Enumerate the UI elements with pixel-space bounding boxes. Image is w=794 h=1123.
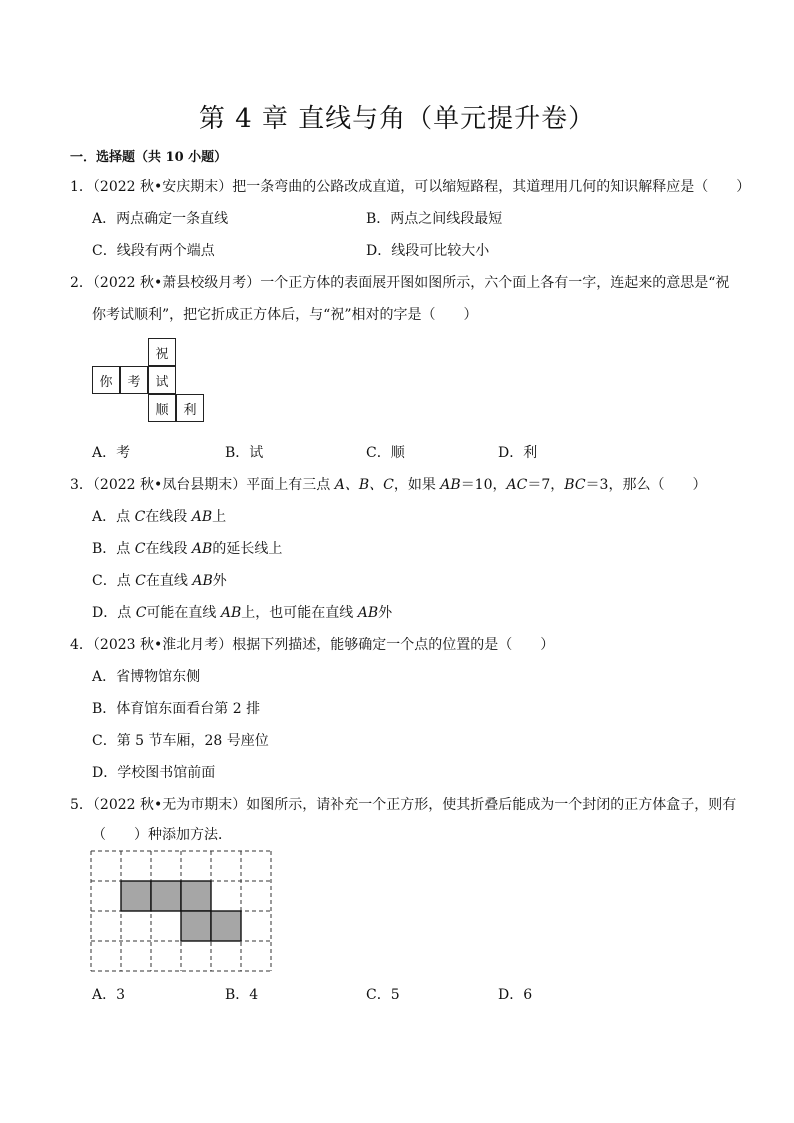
question-3-stem — [70, 474, 706, 494]
q4-option-d: D．学校图书馆前面 — [92, 765, 216, 781]
q3b-var: C — [134, 541, 146, 557]
q3d-text: 可能在直线 — [146, 605, 221, 621]
q3-option-c — [92, 570, 227, 590]
q3-stem-text: ，如果 — [393, 477, 441, 493]
q2-option-b: B．试 — [225, 445, 264, 461]
net-cell-shun: 顺 — [148, 394, 176, 422]
q3-stem-text: ＝3，那么（ ） — [585, 477, 707, 493]
q5-option-c: C．5 — [366, 987, 400, 1003]
q1-option-d: D．线段可比较大小 — [366, 243, 490, 259]
shaded-square — [181, 881, 211, 911]
question-5-stem-line1: 5．（2022 秋•无为市期末）如图所示，请补充一个正方形，使其折叠后能成为一个封闭的正方体盒子，则有 — [70, 797, 737, 813]
question-4-stem: 4．（2023 秋•淮北月考）根据下列描述，能够确定一个点的位置的是（ ） — [70, 637, 555, 653]
q3b-text: 的延长线上 — [212, 541, 283, 557]
square-grid-figure — [90, 850, 274, 972]
net-cell-zhu: 祝 — [148, 338, 176, 366]
q3-stem-text: 3．（2022 秋•凤台县期末）平面上有三点 — [70, 477, 335, 493]
net-cell-ni: 你 — [92, 366, 120, 394]
q2-option-d: D．利 — [498, 445, 538, 461]
q3-var-bc: BC — [564, 477, 586, 493]
question-2-stem-line1: 2．（2022 秋•萧县校级月考）一个正方体的表面展开图如图所示，六个面上各有一字，连起来的意思是“祝 — [70, 275, 730, 291]
net-cell-shi: 试 — [148, 366, 176, 394]
q3-stem-text: ＝7， — [527, 477, 565, 493]
q3d-text: 外 — [378, 605, 393, 621]
shaded-square — [211, 911, 241, 941]
q3b-text: 在线段 — [145, 541, 192, 557]
q2-option-a: A．考 — [92, 445, 131, 461]
q1-option-c: C．线段有两个端点 — [92, 243, 215, 259]
q1-option-a: A．两点确定一条直线 — [92, 211, 229, 227]
cube-net-figure — [92, 338, 212, 426]
q3d-var: AB — [220, 605, 242, 621]
q4-option-c: C．第 5 节车厢，28 号座位 — [92, 733, 269, 749]
question-1-stem: 1．（2022 秋•安庆期末）把一条弯曲的公路改成直道，可以缩短路程，其道理用几何的知识解释应是（ ） — [70, 179, 751, 195]
q3-option-d — [92, 602, 392, 622]
q3-option-b — [92, 538, 282, 558]
net-cell-kao: 考 — [120, 366, 148, 394]
q3d-text: 上，也可能在直线 — [241, 605, 358, 621]
q3a-text: A．点 — [92, 509, 135, 525]
q4-option-b: B．体育馆东面看台第 2 排 — [92, 701, 261, 717]
question-5-stem-line2: （ ）种添加方法． — [92, 827, 232, 843]
q3-var-ab: AB — [440, 477, 461, 493]
q3a-text: 在线段 — [145, 509, 192, 525]
net-cell-li: 利 — [176, 394, 204, 422]
q3-stem-text: ＝10， — [460, 477, 507, 493]
q3d-var: C — [135, 605, 147, 621]
q3c-var: AB — [192, 573, 213, 589]
q5-option-d: D．6 — [498, 987, 533, 1003]
q3-var-ac: AC — [506, 477, 528, 493]
q2-option-c: C．顺 — [366, 445, 405, 461]
shaded-square — [181, 911, 211, 941]
q3a-text: 上 — [212, 509, 227, 525]
q3c-var: C — [135, 573, 146, 589]
q1-option-b: B．两点之间线段最短 — [366, 211, 503, 227]
q4-option-a: A．省博物馆东侧 — [92, 669, 201, 685]
q3c-text: C．点 — [92, 573, 136, 589]
question-2-stem-line2: 你考试顺利”，把它折成正方体后，与“祝”相对的字是（ ） — [92, 307, 478, 323]
q3b-text: B．点 — [92, 541, 135, 557]
q5-option-a: A．3 — [92, 987, 126, 1003]
q3a-var: AB — [191, 509, 213, 525]
section-heading: 一．选择题（共 10 小题） — [70, 150, 228, 165]
q3d-var: AB — [357, 605, 379, 621]
q3-option-a — [92, 506, 226, 526]
page-title: 第 4 章 直线与角（单元提升卷） — [198, 104, 596, 134]
q3-points: A、B、C — [334, 477, 394, 493]
q3a-var: C — [134, 509, 146, 525]
q3b-var: AB — [191, 541, 213, 557]
q5-option-b: B．4 — [225, 987, 259, 1003]
q3c-text: 在直线 — [145, 573, 193, 589]
q3d-text: D．点 — [92, 605, 136, 621]
shaded-square — [151, 881, 181, 911]
q3c-text: 外 — [212, 573, 227, 589]
shaded-square — [121, 881, 151, 911]
